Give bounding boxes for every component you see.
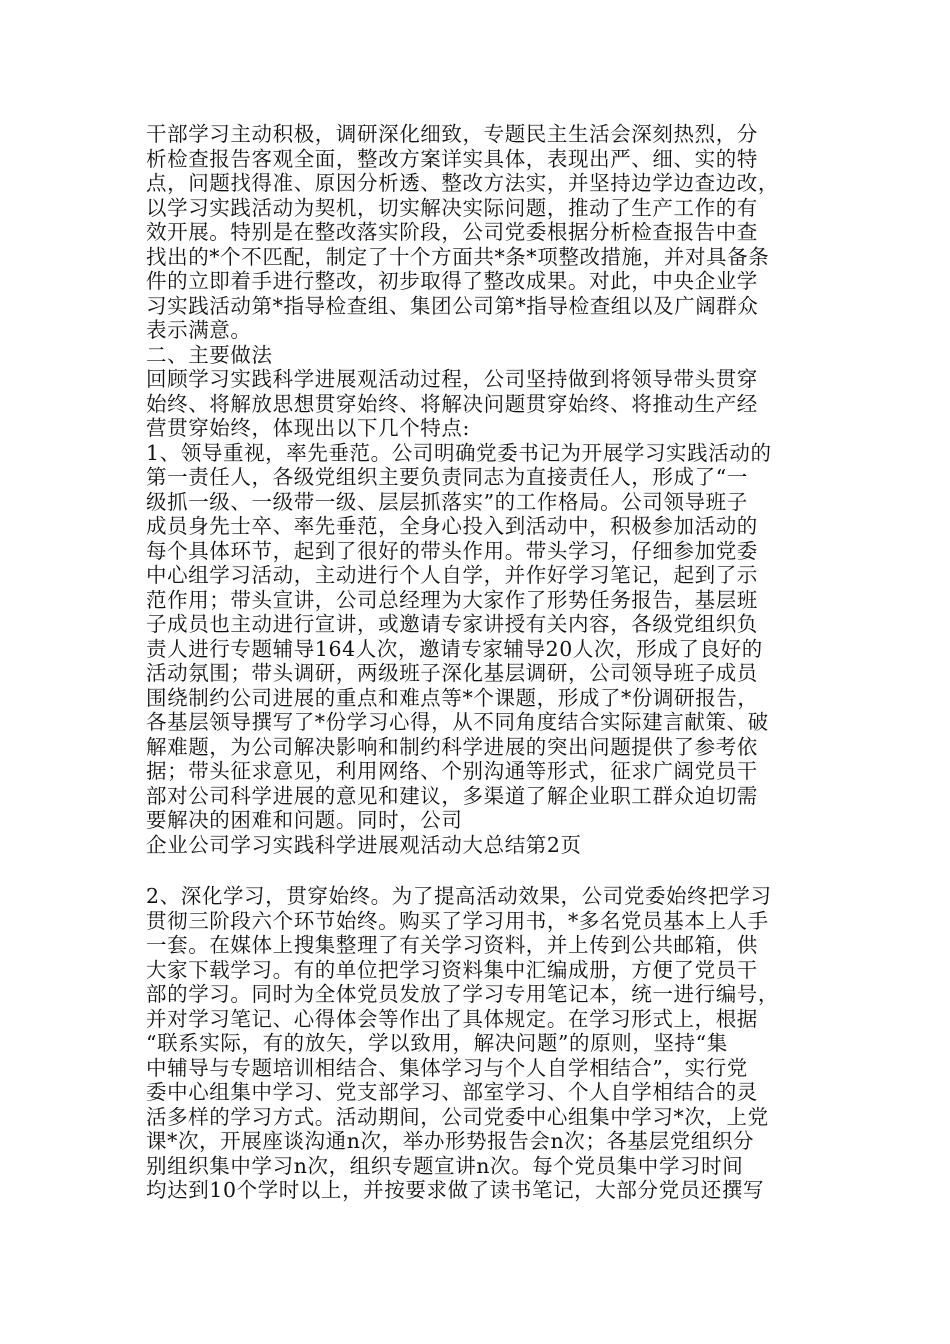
text-line: “联系实际，有的放矢，学以致用，解决问题”的原则，坚持“集 xyxy=(146,1031,728,1055)
text-line: 点，问题找得准、原因分析透、整改方法实，并坚持边学边查边改， xyxy=(146,171,779,195)
text-line: 效开展。特别是在整改落实阶段，公司党委根据分析检查报告中查 xyxy=(146,220,758,244)
text-line: 一套。在媒体上搜集整理了有关学习资料，并上传到公共邮箱，供 xyxy=(146,933,758,957)
text-line: 始终、将解放思想贯穿始终、将解决问题贯穿始终、将推动生产经 xyxy=(146,391,758,416)
text-line: 析检查报告客观全面，整改方案详实具体，表现出严、细、实的特 xyxy=(146,146,758,171)
document-body xyxy=(146,122,806,1203)
text-line: 每个具体环节，起到了很好的带头作用。带头学习，仔细参加党委 xyxy=(146,538,758,563)
text-line: 表示满意。 xyxy=(146,318,252,342)
text-line: 第一责任人，各级党组织主要负责同志为直接责任人，形成了“一 xyxy=(146,465,748,489)
text-line: 级抓一级、一级带一级、层层抓落实”的工作格局。公司领导班子 xyxy=(146,489,748,514)
text-line: 中辅导与专题培训相结合、集体学习与个人自学相结合”，实行党 xyxy=(146,1055,748,1080)
page-break xyxy=(146,857,806,884)
section-heading: 二、主要做法 xyxy=(146,342,273,367)
text-line: 并对学习笔记、心得体会等作出了具体规定。在学习形式上，根据 xyxy=(146,1006,758,1031)
text-line: 各基层领导撰写了*份学习心得，从不同角度结合实际建言献策、破 xyxy=(146,710,769,734)
text-line: 活多样的学习方式。活动期间，公司党委中心组集中学习*次，上党 xyxy=(146,1104,769,1129)
text-line: 习实践活动第*指导检查组、集团公司第*指导检查组以及广阔群众 xyxy=(146,293,759,318)
text-line: 成员身先士卒、率先垂范，全身心投入到活动中，积极参加活动的 xyxy=(146,514,758,538)
text-line: 部对公司科学进展的意见和建议，多渠道了解企业职工群众迫切需 xyxy=(146,783,758,808)
text-line: 责人进行专题辅导164人次，邀请专家辅导20人次，形成了良好的 xyxy=(146,636,763,661)
text-line: 干部学习主动积极，调研深化细致，专题民主生活会深刻热烈，分 xyxy=(146,122,758,146)
page-footer: 企业公司学习实践科学进展观活动大总结第2页 xyxy=(146,832,582,857)
text-line: 委中心组集中学习、党支部学习、部室学习、个人自学相结合的灵 xyxy=(146,1080,758,1104)
text-line: 别组织集中学习n次，组织专题宣讲n次。每个党员集中学习时间 xyxy=(146,1153,744,1178)
text-line: 均达到10个学时以上，并按要求做了读书笔记，大部分党员还撰写 xyxy=(146,1178,765,1202)
text-line: 1、领导重视，率先垂范。公司明确党委书记为开展学习实践活动的 xyxy=(146,440,772,465)
text-line: 回顾学习实践科学进展观活动过程，公司坚持做到将领导带头贯穿 xyxy=(146,367,758,391)
text-line: 中心组学习活动，主动进行个人自学，并作好学习笔记，起到了示 xyxy=(146,563,758,587)
paragraph-study xyxy=(146,884,806,1203)
text-line: 范作用；带头宣讲，公司总经理为大家作了形势任务报告，基层班 xyxy=(146,587,758,612)
text-line: 件的立即着手进行整改，初步取得了整改成果。对此，中央企业学 xyxy=(146,269,758,293)
text-line: 营贯穿始终，体现出以下几个特点: xyxy=(146,416,471,440)
text-line: 贯彻三阶段六个环节始终。购买了学习用书，*多名党员基本上人手 xyxy=(146,908,769,933)
text-line: 找出的*个不匹配，制定了十个方面共*条*项整改措施，并对具备条 xyxy=(146,244,770,269)
text-line: 子成员也主动进行宣讲，或邀请专家讲授有关内容，各级党组织负 xyxy=(146,612,758,636)
text-line: 要解决的困难和问题。同时，公司 xyxy=(146,808,463,832)
text-line: 以学习实践活动为契机，切实解决实际问题，推动了生产工作的有 xyxy=(146,195,758,220)
text-line: 2、深化学习，贯穿始终。为了提高活动效果，公司党委始终把学习 xyxy=(146,884,772,908)
text-line: 活动氛围；带头调研，两级班子深化基层调研，公司领导班子成员 xyxy=(146,661,758,685)
text-line: 围绕制约公司进展的重点和难点等*个课题，形成了*份调研报告， xyxy=(146,685,759,710)
text-line: 部的学习。同时为全体党员发放了学习专用笔记本，统一进行编号， xyxy=(146,982,779,1006)
text-line: 解难题，为公司解决影响和制约科学进展的突出问题提供了参考依 xyxy=(146,734,758,759)
text-line: 据；带头征求意见，利用网络、个别沟通等形式，征求广阔党员干 xyxy=(146,759,758,783)
paragraph-results xyxy=(146,122,806,343)
text-line: 大家下载学习。有的单位把学习资料集中汇编成册，方便了党员干 xyxy=(146,957,758,982)
paragraph-practices xyxy=(146,367,806,833)
text-line: 课*次，开展座谈沟通n次，举办形势报告会n次；各基层党组织分 xyxy=(146,1129,755,1153)
